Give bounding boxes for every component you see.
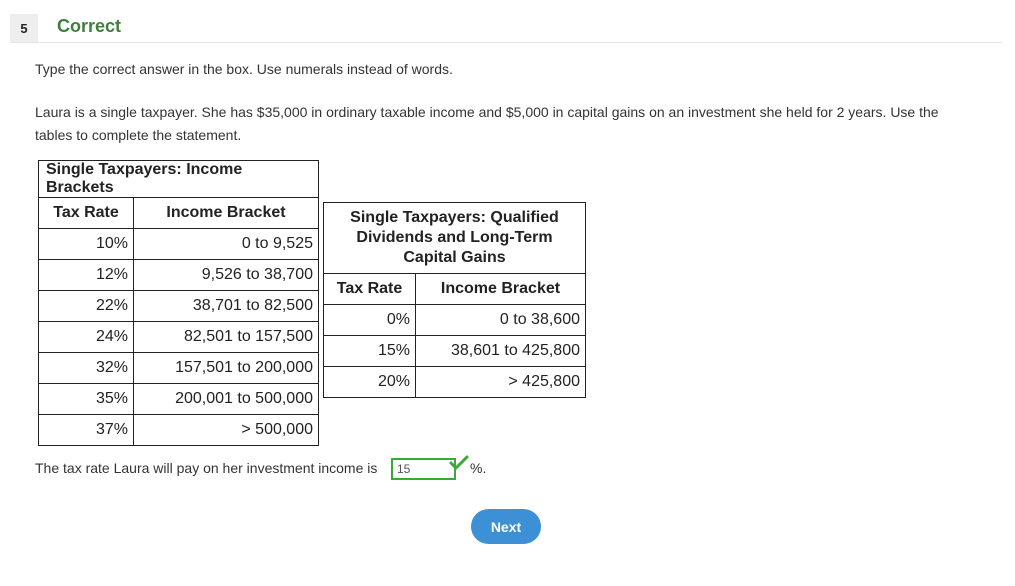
rate-cell: 32% [39,353,134,384]
problem-text: Laura is a single taxpayer. She has $35,000 in ordinary taxable income and $5,000 in capital gains on an investment she held for 2 years. Use the tables to complete the statement. [35,104,939,143]
percent-suffix: %. [470,460,487,476]
table-title: Single Taxpayers: Qualified Dividends and Long-Term Capital Gains [324,203,586,274]
column-header: Tax Rate [39,198,134,229]
answer-input[interactable] [391,458,456,480]
instruction-text: Type the correct answer in the box. Use numerals instead of words. [35,61,453,77]
table-title: Single Taxpayers: Income Brackets [39,161,319,198]
status-label: Correct [57,16,122,36]
table-row [39,384,319,415]
column-header: Tax Rate [324,274,416,305]
rate-cell: 10% [39,229,134,260]
rate-cell: 15% [324,336,416,367]
table-row [39,415,319,446]
answer-statement: The tax rate Laura will pay on her investment income is [35,460,378,476]
next-button[interactable]: Next [471,509,541,544]
column-header: Income Bracket [134,198,319,229]
table-row [324,367,586,398]
bracket-cell: > 425,800 [416,367,586,398]
bracket-cell: 200,001 to 500,000 [134,384,319,415]
bracket-cell: 0 to 38,600 [416,305,586,336]
table-row [39,260,319,291]
rate-cell: 35% [39,384,134,415]
table-row [324,305,586,336]
capital-gains-table [323,202,586,398]
checkmark-icon [449,455,469,476]
table-row [39,291,319,322]
rate-cell: 0% [324,305,416,336]
table-row [39,229,319,260]
question-number: 5 [10,14,38,42]
rate-cell: 20% [324,367,416,398]
table-row [39,322,319,353]
column-header: Income Bracket [416,274,586,305]
rate-cell: 37% [39,415,134,446]
bracket-cell: 38,601 to 425,800 [416,336,586,367]
rate-cell: 12% [39,260,134,291]
bracket-cell: 9,526 to 38,700 [134,260,319,291]
table-row [39,353,319,384]
table-row [324,336,586,367]
bracket-cell: 0 to 9,525 [134,229,319,260]
bracket-cell: 38,701 to 82,500 [134,291,319,322]
bracket-cell: > 500,000 [134,415,319,446]
question-header [10,12,1002,43]
bracket-cell: 157,501 to 200,000 [134,353,319,384]
bracket-cell: 82,501 to 157,500 [134,322,319,353]
income-brackets-table [38,160,319,446]
rate-cell: 22% [39,291,134,322]
rate-cell: 24% [39,322,134,353]
